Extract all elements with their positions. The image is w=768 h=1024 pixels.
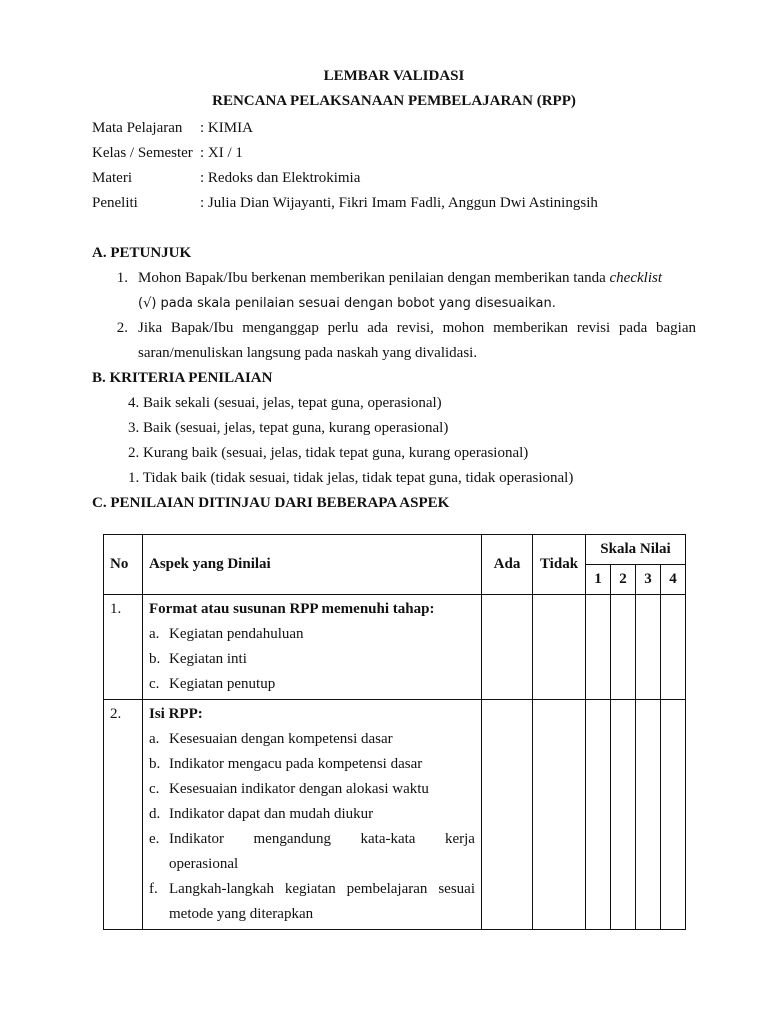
section-c-title: C. PENILAIAN DITINJAU DARI BEBERAPA ASPEK bbox=[92, 495, 450, 511]
table-row bbox=[104, 700, 686, 930]
aspect-subitem bbox=[149, 777, 475, 802]
instruction-emphasis: checklist bbox=[609, 270, 662, 286]
scale-cell[interactable] bbox=[611, 700, 636, 930]
header-scale-value: 4 bbox=[661, 565, 686, 595]
subitem-text: Kegiatan pendahuluan bbox=[169, 626, 304, 642]
subitem-spread-line bbox=[169, 827, 475, 852]
subitem-word: kerja bbox=[444, 831, 475, 847]
info-block bbox=[92, 116, 696, 216]
scale-cell[interactable] bbox=[636, 700, 661, 930]
instruction-number: 2. bbox=[116, 320, 128, 336]
subitem-word: operasional bbox=[169, 856, 239, 872]
info-row-researcher bbox=[92, 191, 696, 216]
subitem-text: Kegiatan penutup bbox=[169, 676, 276, 692]
info-value: : Julia Dian Wijayanti, Fikri Imam Fadli, Anggun Dwi Astiningsih bbox=[200, 195, 598, 211]
info-row-class bbox=[92, 141, 696, 166]
subitem-text: Langkah-langkah kegiatan pembelajaran sesuai metode yang diterapkan bbox=[169, 881, 475, 922]
instruction-text: Jika Bapak/Ibu menganggap perlu ada revisi, mohon memberikan revisi pada bagian saran/menuliskan langsung pada naskah yang divalidasi. bbox=[138, 320, 696, 361]
row-number: 1. bbox=[104, 595, 143, 700]
subitem-letter: a. bbox=[149, 731, 160, 747]
ada-cell[interactable] bbox=[482, 595, 533, 700]
info-row-material bbox=[92, 166, 696, 191]
subitem-letter: b. bbox=[149, 651, 161, 667]
subitem-letter: c. bbox=[149, 676, 160, 692]
table-header-row bbox=[104, 535, 686, 565]
subitem-text bbox=[169, 827, 475, 877]
info-label: Kelas / Semester bbox=[92, 145, 193, 161]
criteria-item: 2. Kurang baik (sesuai, jelas, tidak tepat guna, kurang operasional) bbox=[128, 445, 529, 461]
header-no: No bbox=[104, 535, 143, 595]
document-title: LEMBAR VALIDASI bbox=[323, 68, 465, 84]
instruction-number: 1. bbox=[116, 270, 128, 286]
document-subtitle: RENCANA PELAKSANAAN PEMBELAJARAN (RPP) bbox=[212, 93, 576, 109]
subitem-text: Kesesuaian indikator dengan alokasi waktu bbox=[169, 781, 429, 797]
section-a-title: A. PETUNJUK bbox=[92, 245, 192, 261]
instruction-text-line2: (√) pada skala penilaian sesuai dengan bobot yang disesuaikan. bbox=[138, 296, 556, 311]
criteria-item: 4. Baik sekali (sesuai, jelas, tepat guna, operasional) bbox=[128, 395, 442, 411]
assessment-table bbox=[103, 534, 686, 930]
subitem-word: mengandung bbox=[253, 831, 331, 847]
subitem-word: kata-kata bbox=[360, 831, 416, 847]
instruction-item bbox=[92, 316, 696, 366]
criteria-item: 3. Baik (sesuai, jelas, tepat guna, kurang operasional) bbox=[128, 420, 449, 436]
header-aspect: Aspek yang Dinilai bbox=[143, 535, 482, 595]
instruction-list bbox=[92, 266, 696, 366]
info-value: : Redoks dan Elektrokimia bbox=[200, 170, 361, 186]
aspect-heading: Format atau susunan RPP memenuhi tahap: bbox=[149, 601, 435, 617]
aspect-subitem bbox=[149, 752, 475, 777]
aspect-subitem bbox=[149, 672, 475, 697]
info-label: Materi bbox=[92, 170, 132, 186]
info-label: Mata Pelajaran bbox=[92, 120, 183, 136]
header-scale: Skala Nilai bbox=[586, 535, 686, 565]
info-label: Peneliti bbox=[92, 195, 138, 211]
scale-cell[interactable] bbox=[661, 595, 686, 700]
subitem-letter: b. bbox=[149, 756, 161, 772]
subitem-letter: d. bbox=[149, 806, 161, 822]
table-row bbox=[104, 595, 686, 700]
scale-cell[interactable] bbox=[636, 595, 661, 700]
scale-cell[interactable] bbox=[586, 595, 611, 700]
aspect-subitem bbox=[149, 802, 475, 827]
header-ada: Ada bbox=[482, 535, 533, 595]
header-scale-value: 1 bbox=[586, 565, 611, 595]
tidak-cell[interactable] bbox=[533, 595, 586, 700]
subitem-letter: c. bbox=[149, 781, 160, 797]
aspect-subitem bbox=[149, 877, 475, 927]
subitem-letter: e. bbox=[149, 831, 160, 847]
instruction-text-part: Mohon Bapak/Ibu berkenan memberikan penilaian dengan memberikan tanda bbox=[138, 270, 610, 286]
instruction-text bbox=[138, 266, 696, 316]
subitem-letter: f. bbox=[149, 881, 158, 897]
scale-cell[interactable] bbox=[586, 700, 611, 930]
tidak-cell[interactable] bbox=[533, 700, 586, 930]
criteria-item: 1. Tidak baik (tidak sesuai, tidak jelas, tidak tepat guna, tidak operasional) bbox=[128, 470, 574, 486]
aspect-heading: Isi RPP: bbox=[149, 706, 203, 722]
header-tidak: Tidak bbox=[533, 535, 586, 595]
header-scale-value: 2 bbox=[611, 565, 636, 595]
subitem-letter: a. bbox=[149, 626, 160, 642]
aspect-cell bbox=[143, 700, 482, 930]
aspect-cell bbox=[143, 595, 482, 700]
info-value: : KIMIA bbox=[200, 120, 253, 136]
aspect-subitem bbox=[149, 622, 475, 647]
section-b-title: B. KRITERIA PENILAIAN bbox=[92, 370, 273, 386]
row-number: 2. bbox=[104, 700, 143, 930]
subitem-text: Kegiatan inti bbox=[169, 651, 247, 667]
info-row-subject bbox=[92, 116, 696, 141]
criteria-list bbox=[92, 391, 696, 491]
ada-cell[interactable] bbox=[482, 700, 533, 930]
subitem-word: Indikator bbox=[169, 831, 224, 847]
subitem-text: Indikator mengacu pada kompetensi dasar bbox=[169, 756, 423, 772]
info-value: : XI / 1 bbox=[200, 145, 243, 161]
header-scale-value: 3 bbox=[636, 565, 661, 595]
scale-cell[interactable] bbox=[661, 700, 686, 930]
scale-cell[interactable] bbox=[611, 595, 636, 700]
subitem-text: Kesesuaian dengan kompetensi dasar bbox=[169, 731, 393, 747]
instruction-item bbox=[92, 266, 696, 316]
subitem-text: Indikator dapat dan mudah diukur bbox=[169, 806, 374, 822]
aspect-subitem bbox=[149, 647, 475, 672]
aspect-subitem bbox=[149, 827, 475, 877]
aspect-subitem bbox=[149, 727, 475, 752]
document-page bbox=[92, 64, 696, 516]
